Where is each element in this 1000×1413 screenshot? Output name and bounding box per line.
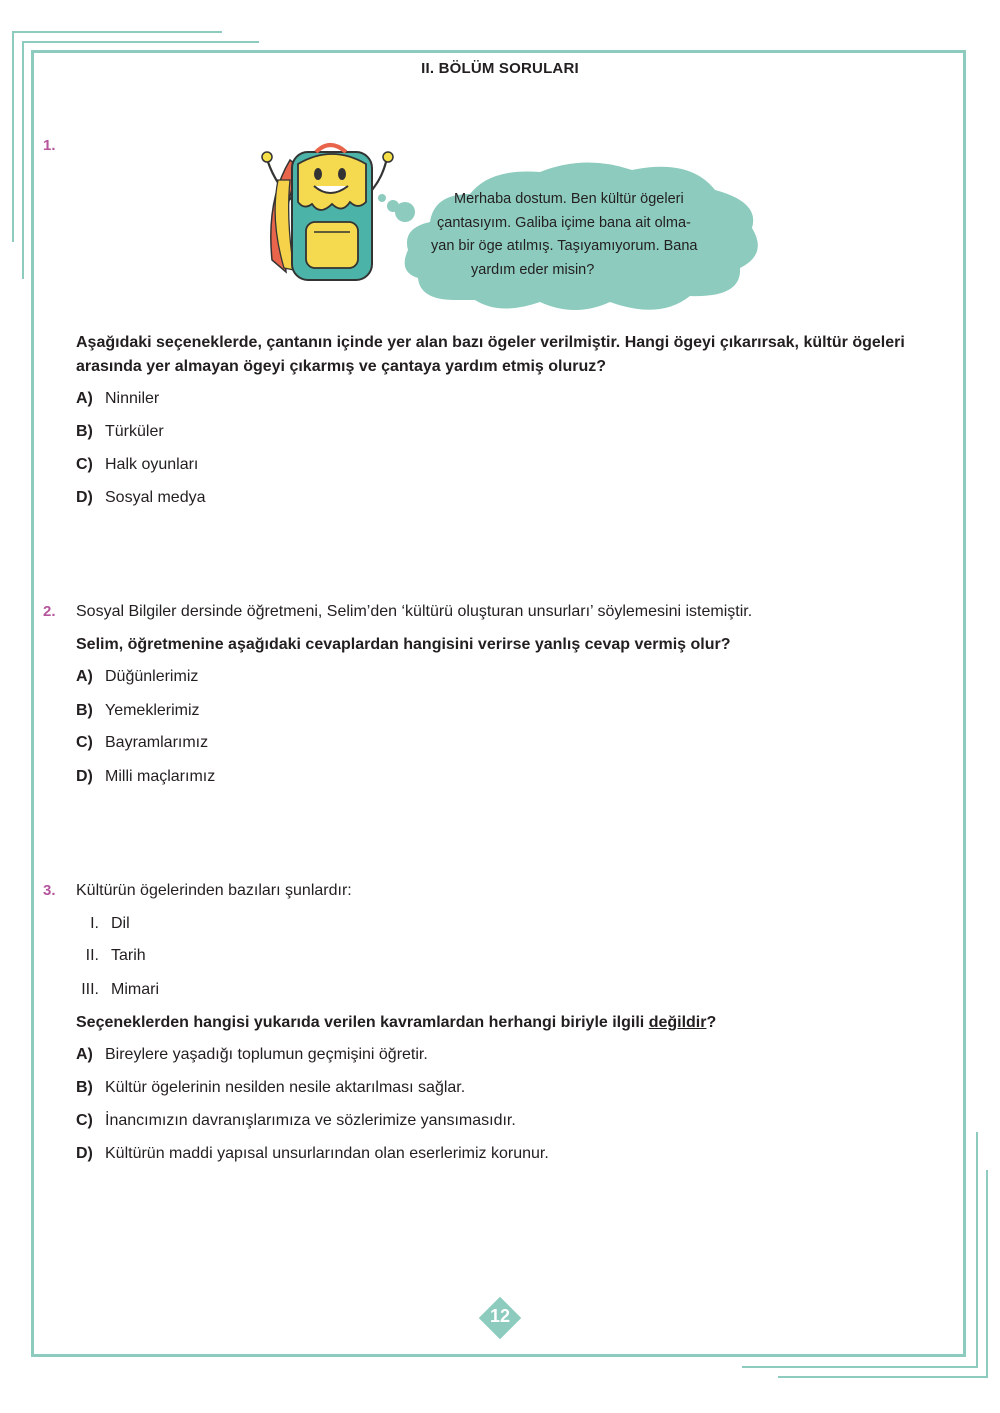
item-numeral: II. bbox=[85, 947, 99, 964]
item-numeral: III. bbox=[81, 981, 99, 998]
frame-deco-bottom-2 bbox=[778, 1376, 988, 1378]
page-number: 12 bbox=[489, 1306, 511, 1326]
item-text: Mimari bbox=[111, 981, 159, 998]
question-1-option-c[interactable] bbox=[76, 454, 198, 476]
question-3-item-2 bbox=[65, 945, 146, 967]
stem-text-before: Seçeneklerden hangisi yukarıda verilen kavramlardan herhangi biriyle ilgili bbox=[76, 1014, 649, 1031]
question-3-item-3 bbox=[65, 979, 159, 1001]
question-1-number: 1. bbox=[43, 137, 56, 154]
question-1-option-d[interactable] bbox=[76, 487, 206, 509]
stem-underlined-word: değildir bbox=[648, 1014, 707, 1031]
option-text: İnancımızın davranışlarımıza ve sözlerimize yansımasıdır. bbox=[105, 1112, 516, 1129]
frame-deco-right-2 bbox=[986, 1170, 988, 1377]
option-letter: A) bbox=[76, 390, 93, 407]
option-text: Kültür ögelerinin nesilden nesile aktarılması sağlar. bbox=[105, 1079, 466, 1096]
option-letter: C) bbox=[76, 1112, 93, 1129]
question-3-option-c[interactable] bbox=[76, 1110, 516, 1132]
frame-deco-bottom-1 bbox=[742, 1366, 978, 1368]
option-text: Sosyal medya bbox=[105, 489, 206, 506]
option-letter: B) bbox=[76, 702, 93, 719]
question-3-option-a[interactable] bbox=[76, 1044, 428, 1066]
question-2-option-d[interactable] bbox=[76, 766, 215, 788]
question-2-stem: Selim, öğretmenine aşağıdaki cevaplardan hangisini verirse yanlış cevap vermiş olur? bbox=[76, 636, 731, 653]
question-1-option-b[interactable] bbox=[76, 421, 164, 443]
frame-deco-top-1 bbox=[12, 31, 222, 33]
question-3-intro: Kültürün ögelerinden bazıları şunlardır: bbox=[76, 882, 352, 899]
question-2-option-a[interactable] bbox=[76, 666, 198, 688]
question-3-item-1 bbox=[65, 913, 130, 935]
question-2-intro: Sosyal Bilgiler dersinde öğretmeni, Selim’den ‘kültürü oluşturan unsurları’ söylemesini istemiştir. bbox=[76, 603, 753, 620]
question-1-stem: Aşağıdaki seçeneklerde, çantanın içinde yer alan bazı ögeler verilmiştir. Hangi ögeyi çıkarırsak, kültür ögeleri arasında yer almayan ögeyi çıkarmış ve çantaya yardım etmiş oluruz? bbox=[76, 334, 905, 375]
question-2-number: 2. bbox=[43, 603, 56, 620]
section-title: II. BÖLÜM SORULARI bbox=[421, 60, 579, 77]
option-text: Bayramlarımız bbox=[105, 734, 209, 751]
option-text: Halk oyunları bbox=[105, 456, 199, 473]
option-text: Yemeklerimiz bbox=[105, 702, 200, 719]
speech-bubble-text bbox=[425, 188, 715, 282]
option-text: Kültürün maddi yapısal unsurlarından olan eserlerimiz korunur. bbox=[105, 1145, 549, 1162]
frame-deco-right-1 bbox=[976, 1132, 978, 1367]
speech-line-1: Merhaba dostum. Ben kültür ögeleri bbox=[454, 191, 684, 207]
option-letter: A) bbox=[76, 1046, 93, 1063]
option-letter: A) bbox=[76, 668, 93, 685]
question-2-option-b[interactable] bbox=[76, 700, 200, 722]
option-letter: B) bbox=[76, 1079, 93, 1096]
item-text: Dil bbox=[111, 915, 130, 932]
speech-line-3: yan bir öge atılmış. Taşıyamıyorum. Bana bbox=[431, 238, 698, 254]
question-2-option-c[interactable] bbox=[76, 732, 208, 754]
question-1-option-a[interactable] bbox=[76, 388, 159, 410]
item-text: Tarih bbox=[111, 947, 146, 964]
option-text: Türküler bbox=[105, 423, 164, 440]
option-text: Bireylere yaşadığı toplumun geçmişini öğretir. bbox=[105, 1046, 428, 1063]
option-letter: D) bbox=[76, 489, 93, 506]
option-letter: D) bbox=[76, 768, 93, 785]
option-letter: C) bbox=[76, 734, 93, 751]
option-text: Milli maçlarımız bbox=[105, 768, 216, 785]
speech-line-4: yardım eder misin? bbox=[471, 261, 595, 278]
option-letter: D) bbox=[76, 1145, 93, 1162]
option-text: Düğünlerimiz bbox=[105, 668, 199, 685]
item-numeral: I. bbox=[90, 915, 99, 932]
speech-line-2: çantasıyım. Galiba içime bana ait olma- bbox=[437, 214, 691, 231]
question-3-stem bbox=[76, 1011, 716, 1035]
question-3-number: 3. bbox=[43, 882, 56, 899]
option-letter: C) bbox=[76, 456, 93, 473]
option-letter: B) bbox=[76, 423, 93, 440]
option-text: Ninniler bbox=[105, 390, 160, 407]
question-3-option-d[interactable] bbox=[76, 1143, 549, 1165]
stem-text-after: ? bbox=[706, 1014, 717, 1031]
frame-deco-top-2 bbox=[22, 41, 259, 43]
question-3-option-b[interactable] bbox=[76, 1077, 465, 1099]
